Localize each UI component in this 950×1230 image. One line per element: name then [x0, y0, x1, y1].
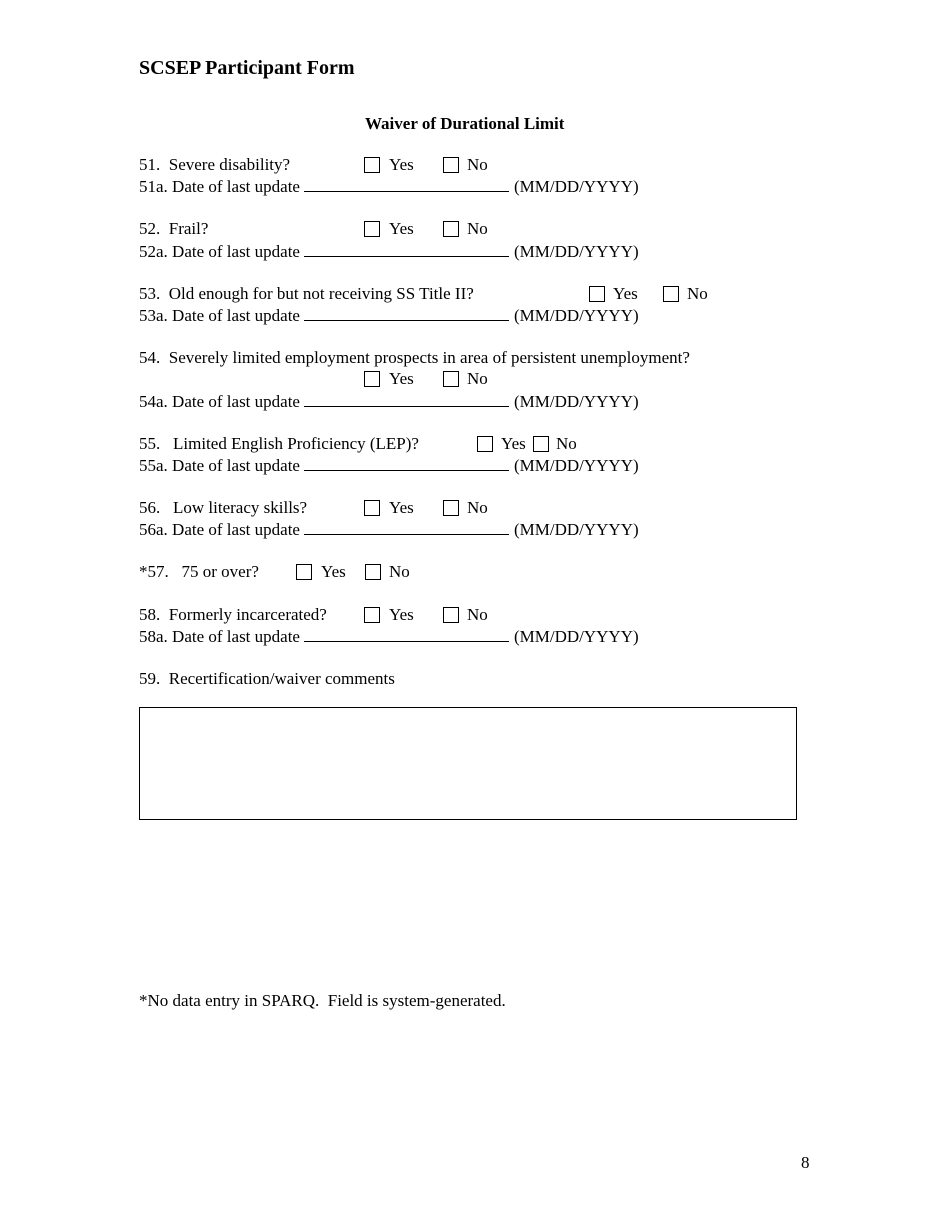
q55a-label: 55a. Date of last update: [139, 456, 300, 475]
q54-label: 54. Severely limited employment prospects in area of persistent unemployment?: [139, 348, 690, 367]
page-number: 8: [801, 1153, 810, 1172]
q53-yes-checkbox[interactable]: [589, 286, 605, 302]
q51a-date-field[interactable]: [304, 176, 509, 192]
q51a-label: 51a. Date of last update: [139, 177, 300, 196]
q53a-label: 53a. Date of last update: [139, 306, 300, 325]
q51-label: 51. Severe disability?: [139, 155, 291, 174]
q56-yes-checkbox[interactable]: [364, 500, 380, 516]
q57-no-checkbox[interactable]: [365, 564, 381, 580]
q58a-format: (MM/DD/YYYY): [513, 627, 639, 646]
q52a-row: [139, 241, 639, 262]
q55a-date-field[interactable]: [304, 455, 509, 471]
q54-no-checkbox[interactable]: [443, 371, 459, 387]
q56-no-label: No: [467, 498, 488, 517]
q51a-row: [139, 176, 639, 197]
q53a-date-field[interactable]: [304, 305, 509, 321]
q53-label: 53. Old enough for but not receiving SS Title II?: [139, 284, 474, 303]
q52-no-checkbox[interactable]: [443, 221, 459, 237]
form-title: SCSEP Participant Form: [139, 57, 355, 79]
q54a-row: [139, 391, 639, 412]
q51-no-label: No: [467, 155, 488, 174]
q56-yes-label: Yes: [389, 498, 414, 517]
q54-no-label: No: [467, 369, 488, 388]
q55a-format: (MM/DD/YYYY): [513, 456, 639, 475]
q53a-format: (MM/DD/YYYY): [513, 306, 639, 325]
q53-no-checkbox[interactable]: [663, 286, 679, 302]
q58-no-label: No: [467, 605, 488, 624]
q54a-date-field[interactable]: [304, 391, 509, 407]
q54a-format: (MM/DD/YYYY): [513, 392, 639, 411]
q52a-date-field[interactable]: [304, 241, 509, 257]
q51-yes-checkbox[interactable]: [364, 157, 380, 173]
q54-yes-checkbox[interactable]: [364, 371, 380, 387]
q51a-format: (MM/DD/YYYY): [513, 177, 639, 196]
q51-no-checkbox[interactable]: [443, 157, 459, 173]
q55a-row: [139, 455, 639, 476]
q56-no-checkbox[interactable]: [443, 500, 459, 516]
q55-yes-checkbox[interactable]: [477, 436, 493, 452]
q58a-label: 58a. Date of last update: [139, 627, 300, 646]
q58-label: 58. Formerly incarcerated?: [139, 605, 327, 624]
q55-no-checkbox[interactable]: [533, 436, 549, 452]
q52-yes-checkbox[interactable]: [364, 221, 380, 237]
q55-yes-label: Yes: [501, 434, 526, 453]
q57-label: *57. 75 or over?: [139, 562, 259, 581]
q52-yes-label: Yes: [389, 219, 414, 238]
q51-yes-label: Yes: [389, 155, 414, 174]
q54a-label: 54a. Date of last update: [139, 392, 300, 411]
q55-label: 55. Limited English Proficiency (LEP)?: [139, 434, 419, 453]
q57-no-label: No: [389, 562, 410, 581]
q53-no-label: No: [687, 284, 708, 303]
q59-label: 59. Recertification/waiver comments: [139, 669, 395, 688]
q57-yes-label: Yes: [321, 562, 346, 581]
q58-yes-label: Yes: [389, 605, 414, 624]
q54-yes-label: Yes: [389, 369, 414, 388]
q52-label: 52. Frail?: [139, 219, 209, 238]
footnote: *No data entry in SPARQ. Field is system-generated.: [139, 991, 506, 1010]
q56a-format: (MM/DD/YYYY): [513, 520, 639, 539]
q56a-label: 56a. Date of last update: [139, 520, 300, 539]
q56a-date-field[interactable]: [304, 519, 509, 535]
q58a-date-field[interactable]: [304, 626, 509, 642]
q58a-row: [139, 626, 639, 647]
q56-label: 56. Low literacy skills?: [139, 498, 308, 517]
q52-no-label: No: [467, 219, 488, 238]
q58-no-checkbox[interactable]: [443, 607, 459, 623]
section-title: Waiver of Durational Limit: [365, 114, 565, 133]
q58-yes-checkbox[interactable]: [364, 607, 380, 623]
q52a-format: (MM/DD/YYYY): [513, 242, 639, 261]
q55-no-label: No: [556, 434, 577, 453]
q52a-label: 52a. Date of last update: [139, 242, 300, 261]
q53a-row: [139, 305, 639, 326]
q57-yes-checkbox[interactable]: [296, 564, 312, 580]
comments-box[interactable]: [139, 707, 797, 820]
q53-yes-label: Yes: [613, 284, 638, 303]
q56a-row: [139, 519, 639, 540]
